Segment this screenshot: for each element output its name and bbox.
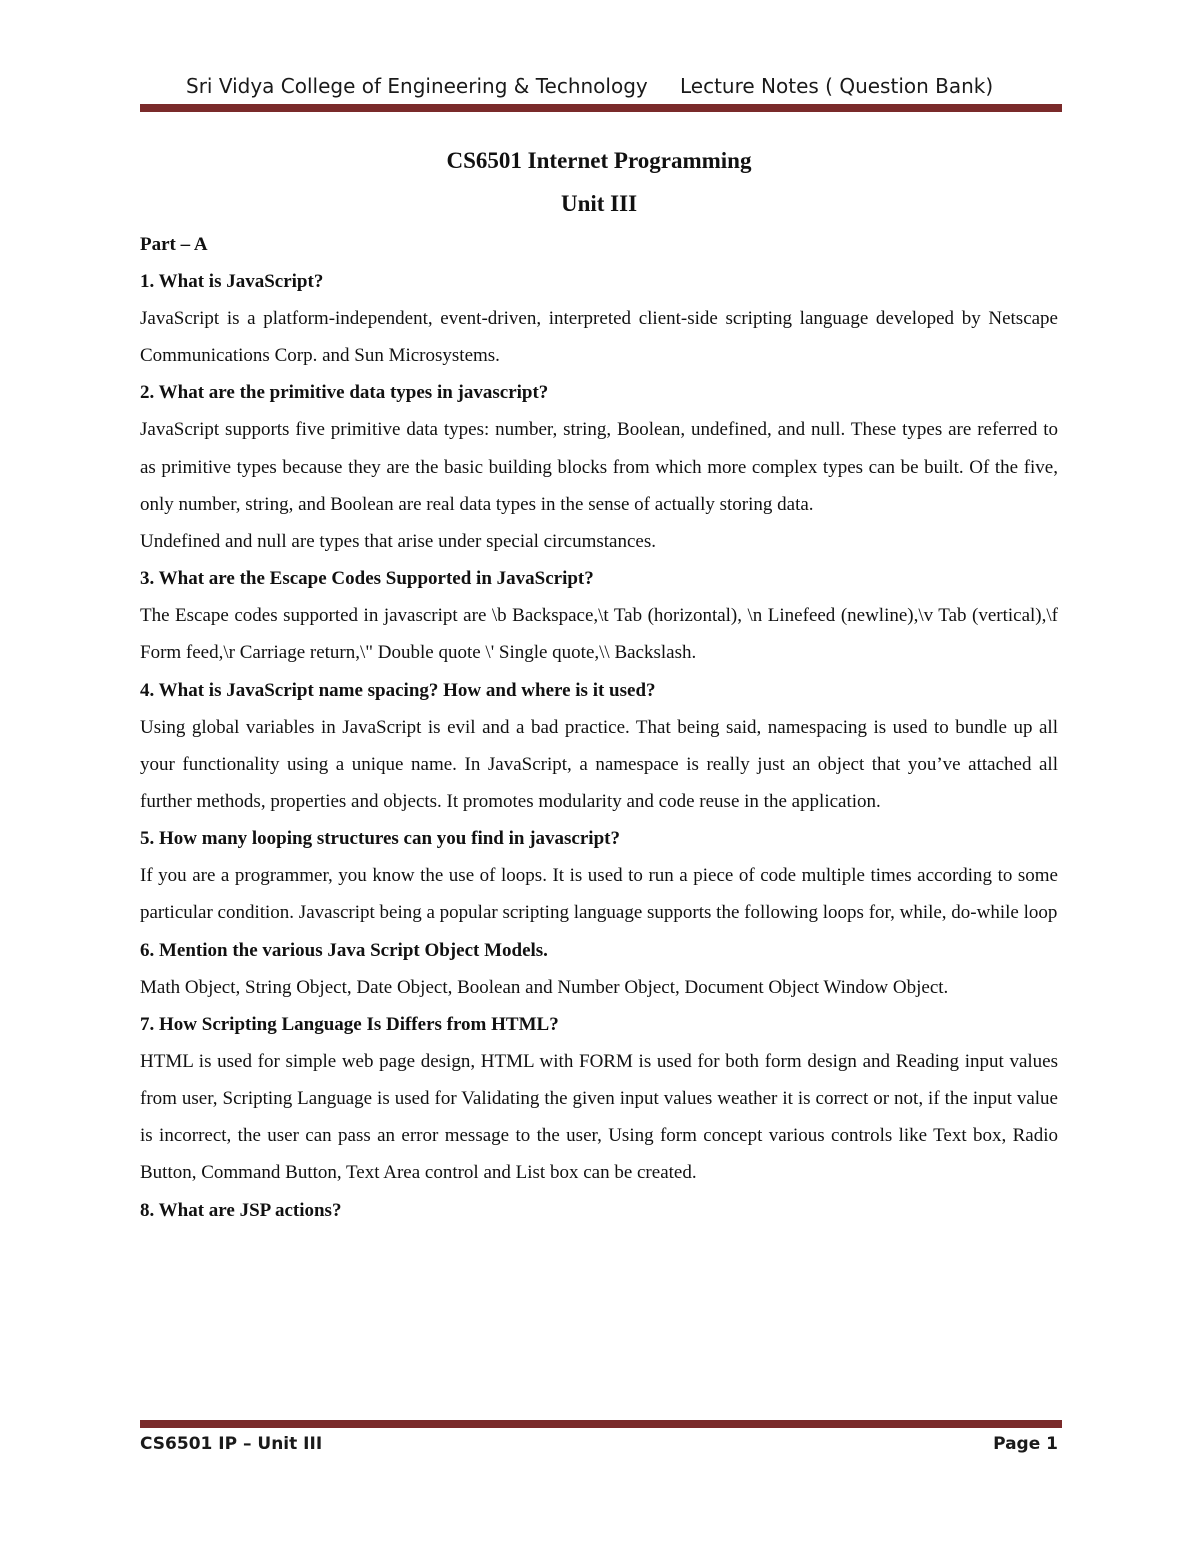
- qa-item: [140, 374, 1058, 560]
- answer-paragraph: HTML is used for simple web page design, HTML with FORM is used for both form design and Reading input values from user, Scripting Language is used for Validating the given input values weather it is correct or not, if the input value is incorrect, the user can pass an error message to the user, Using form concept various controls like Text box, Radio Button, Command Button, Text Area control and List box can be created.: [140, 1050, 1058, 1184]
- document-title: CS6501 Internet Programming: [446, 148, 752, 173]
- question-heading: 6. Mention the various Java Script Object Models.: [140, 939, 548, 961]
- question-heading: 5. How many looping structures can you find in javascript?: [140, 828, 620, 850]
- page-number: Page 1: [993, 1434, 1058, 1454]
- answer-paragraph: The Escape codes supported in javascript are \b Backspace,\t Tab (horizontal), \n Linefeed (newline),\v Tab (vertical),\f Form feed,\r Carriage return,\" Double quote \' Single quote,\\ Backslash.: [140, 605, 1058, 664]
- qa-item: [140, 560, 1058, 671]
- footer-course: CS6501 IP – Unit III: [140, 1434, 323, 1454]
- qa-item: [140, 263, 1058, 374]
- qa-item: [140, 672, 1058, 821]
- qa-item: [140, 1006, 1058, 1192]
- qa-item: [140, 820, 1058, 931]
- header-institution: Sri Vidya College of Engineering & Technology: [186, 74, 648, 98]
- question-heading: 3. What are the Escape Codes Supported in JavaScript?: [140, 568, 594, 590]
- answer-paragraph: If you are a programmer, you know the use of loops. It is used to run a piece of code multiple times according to some particular condition. Javascript being a popular scripting language supports the following loops for, while, do-while loop: [140, 865, 1058, 924]
- footer-rule: [140, 1420, 1062, 1428]
- header-rule: [140, 104, 1062, 112]
- question-heading: 2. What are the primitive data types in javascript?: [140, 382, 549, 404]
- answer-paragraph: JavaScript is a platform-independent, event-driven, interpreted client-side scripting language developed by Netscape Communications Corp. and Sun Microsystems.: [140, 308, 1058, 367]
- question-heading: 1. What is JavaScript?: [140, 271, 324, 292]
- answer-paragraph: JavaScript supports five primitive data types: number, string, Boolean, undefined, and null. These types are referred to as primitive types because they are the basic building blocks from which more complex types can be built. Of the five, only number, string, and Boolean are real data types in the sense of actually storing data.: [140, 419, 1058, 515]
- qa-item: [140, 1192, 1058, 1229]
- answer-paragraph: Math Object, String Object, Date Object, Boolean and Number Object, Document Object Window Object.: [140, 976, 949, 998]
- header-doc-type: Lecture Notes ( Question Bank): [680, 74, 994, 98]
- page-header: [140, 70, 1062, 106]
- answer-paragraph: Using global variables in JavaScript is evil and a bad practice. That being said, namespacing is used to bundle up all your functionality using a unique name. In JavaScript, a namespace is really just an object that you’ve attached all further methods, properties and objects. It promotes modularity and code reuse in the application.: [140, 716, 1058, 813]
- question-heading: 8. What are JSP actions?: [140, 1199, 342, 1221]
- answer-paragraph: Undefined and null are types that arise under special circumstances.: [140, 531, 656, 553]
- document-body: [140, 140, 1058, 1229]
- question-heading: 7. How Scripting Language Is Differs from HTML?: [140, 1013, 559, 1035]
- part-heading: Part – A: [140, 234, 208, 255]
- unit-heading: Unit III: [560, 191, 638, 216]
- page-footer: [140, 1432, 1058, 1462]
- qa-item: [140, 932, 1058, 1006]
- question-heading: 4. What is JavaScript name spacing? How and where is it used?: [140, 679, 656, 701]
